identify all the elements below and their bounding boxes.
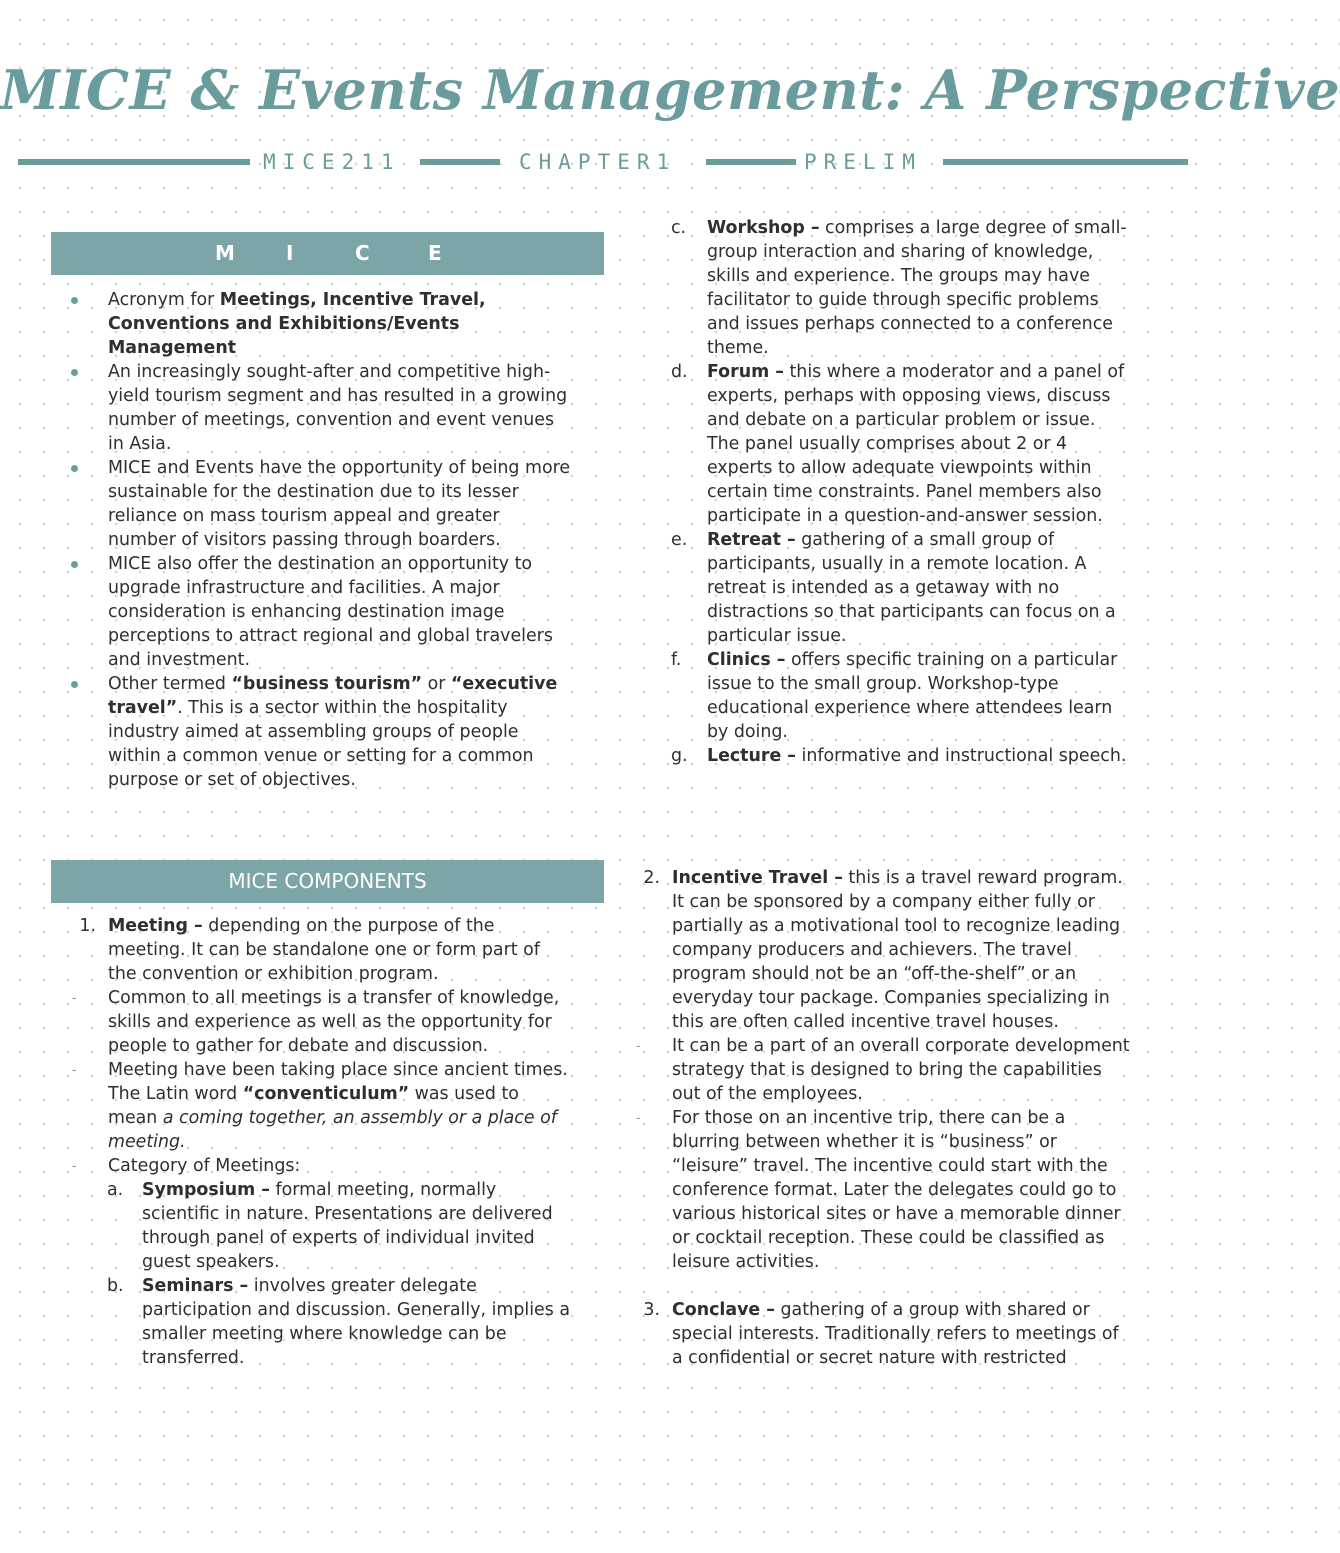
meeting-category-item: g. Lecture – informative and instructional speech.	[671, 746, 1127, 766]
list-item: MICE and Events have the opportunity of being more sustainable for the destination due to its lesser reliance on mass tourism appeal and greater number of visitors passing through boarders.	[51, 456, 571, 552]
subheader-rule	[18, 159, 250, 165]
bullet-dot	[71, 561, 78, 568]
bullet-dot	[71, 465, 78, 472]
course-code: MICE211	[263, 150, 401, 174]
bullet-dot	[71, 297, 78, 304]
meeting-category-item: e. Retreat – gathering of a small group of participants, usually in a remote location. A retreat is intended as a getaway with no distractions so that participants can focus on a particular issue.	[671, 530, 1116, 646]
components-right-column	[615, 866, 1130, 1370]
meeting-category-continued	[671, 216, 1131, 768]
mice-section-header	[51, 232, 604, 275]
dash-item: - Common to all meetings is a transfer of knowledge, skills and experience as well as the opportunity for people to gather for debate and discussion.	[72, 988, 560, 1056]
list-item: An increasingly sought-after and competitive high-yield tourism segment and has resulted in a growing number of meetings, convention and event venues in Asia.	[51, 360, 571, 456]
subheader-rule	[420, 159, 500, 165]
components-section-header: MICE COMPONENTS	[51, 860, 604, 903]
components-left-column	[51, 914, 571, 1370]
dash-item: - Meeting have been taking place since ancient times. The Latin word “conventiculum” was used to mean a coming together, an assembly or a place of meeting.	[72, 1060, 568, 1152]
page-title: MICE & Events Management: A Perspective	[0, 58, 1340, 122]
chapter-label: CHAPTER1	[519, 150, 677, 174]
subheader-rule	[706, 159, 796, 165]
list-item: MICE also offer the destination an opportunity to upgrade infrastructure and facilities. A major consideration is enhancing destination image perceptions to attract regional and global travelers and investment.	[51, 552, 571, 672]
list-item-conclave: 3. Conclave – gathering of a group with shared or special interests. Traditionally refers to meetings of a confidential or secret nature with restricted	[643, 1300, 1119, 1368]
dash-item: - For those on an incentive trip, there can be a blurring between whether it is “business” or “leisure” travel. The incentive could start with the conference format. Later the delegates could go to various historical sites or have a memorable dinner or cocktail reception. These could be classified as leisure activities.	[636, 1108, 1121, 1272]
header-letter: E	[428, 241, 442, 265]
subheader-bar	[18, 148, 1188, 176]
list-item: Other termed “business tourism” or “executive travel”. This is a sector within the hospitality industry aimed at assembling groups of people within a common venue or setting for a common purpose or set of objectives.	[51, 672, 571, 792]
list-item: Acronym for Meetings, Incentive Travel, Conventions and Exhibitions/Events Management	[51, 288, 571, 360]
mice-bullet-list	[51, 288, 571, 792]
dash-item: - It can be a part of an overall corporate development strategy that is designed to bring the capabilities out of the employees.	[636, 1036, 1130, 1104]
dash-item: - Category of Meetings:	[72, 1156, 301, 1176]
header-letter: I	[286, 241, 294, 265]
term-label: PRELIM	[804, 150, 922, 174]
meeting-category-item: b. Seminars – involves greater delegate participation and discussion. Generally, implies a smaller meeting where knowledge can be transferred.	[107, 1276, 570, 1368]
header-letter: C	[355, 241, 370, 265]
meeting-category-item: d. Forum – this where a moderator and a panel of experts, perhaps with opposing views, discuss and debate on a particular problem or issue. The panel usually comprises about 2 or 4 experts to allow adequate viewpoints within certain time constraints. Panel members also participate in a question-and-answer session.	[671, 362, 1125, 526]
subheader-rule	[943, 159, 1188, 165]
meeting-category-item: c. Workshop – comprises a large degree of small-group interaction and sharing of knowledge, skills and experience. The groups may have facilitator to guide through specific problems and issues perhaps connected to a conference theme.	[671, 218, 1127, 358]
list-item-incentive-travel: 2. Incentive Travel – this is a travel reward program. It can be sponsored by a company either fully or partially as a motivational tool to recognize leading company producers and achievers. The travel program should not be an “off-the-shelf” or an everyday tour package. Companies specializing in this are often called incentive travel houses.	[643, 868, 1123, 1032]
meeting-category-item: a. Symposium – formal meeting, normally scientific in nature. Presentations are delivered through panel of experts of individual invited guest speakers.	[107, 1180, 553, 1272]
bullet-dot	[71, 681, 78, 688]
list-item-meeting: 1. Meeting – depending on the purpose of the meeting. It can be standalone one or form part of the convention or exhibition program.	[79, 916, 540, 984]
bullet-dot	[71, 369, 78, 376]
header-letter: M	[215, 241, 235, 265]
meeting-category-item: f. Clinics – offers specific training on a particular issue to the small group. Workshop-type educational experience where attendees learn by doing.	[671, 650, 1118, 742]
